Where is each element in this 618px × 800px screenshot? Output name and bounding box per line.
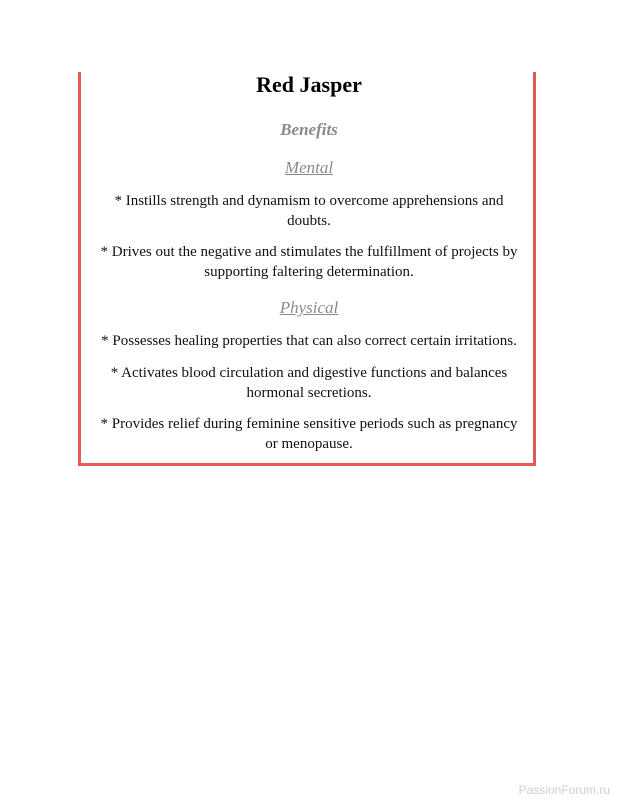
page-title: Red Jasper <box>256 72 362 97</box>
watermark: PassionForum.ru <box>518 783 610 797</box>
benefit-item: * Drives out the negative and stimulates the fulfillment of projects by supporting faltering determination. <box>100 244 518 280</box>
benefits-subtitle: Benefits <box>280 120 338 139</box>
section-heading-mental: Mental <box>284 158 334 177</box>
benefit-item: * Activates blood circulation and digestive functions and balances hormonal secretions. <box>110 365 508 401</box>
benefit-item: * Instills strength and dynamism to overcome apprehensions and doubts. <box>114 193 504 229</box>
benefit-item: * Possesses healing properties that can also correct certain irritations. <box>101 333 517 349</box>
benefit-item: * Provides relief during feminine sensitive periods such as pregnancy or menopause. <box>100 416 518 452</box>
section-heading-physical: Physical <box>279 298 339 317</box>
